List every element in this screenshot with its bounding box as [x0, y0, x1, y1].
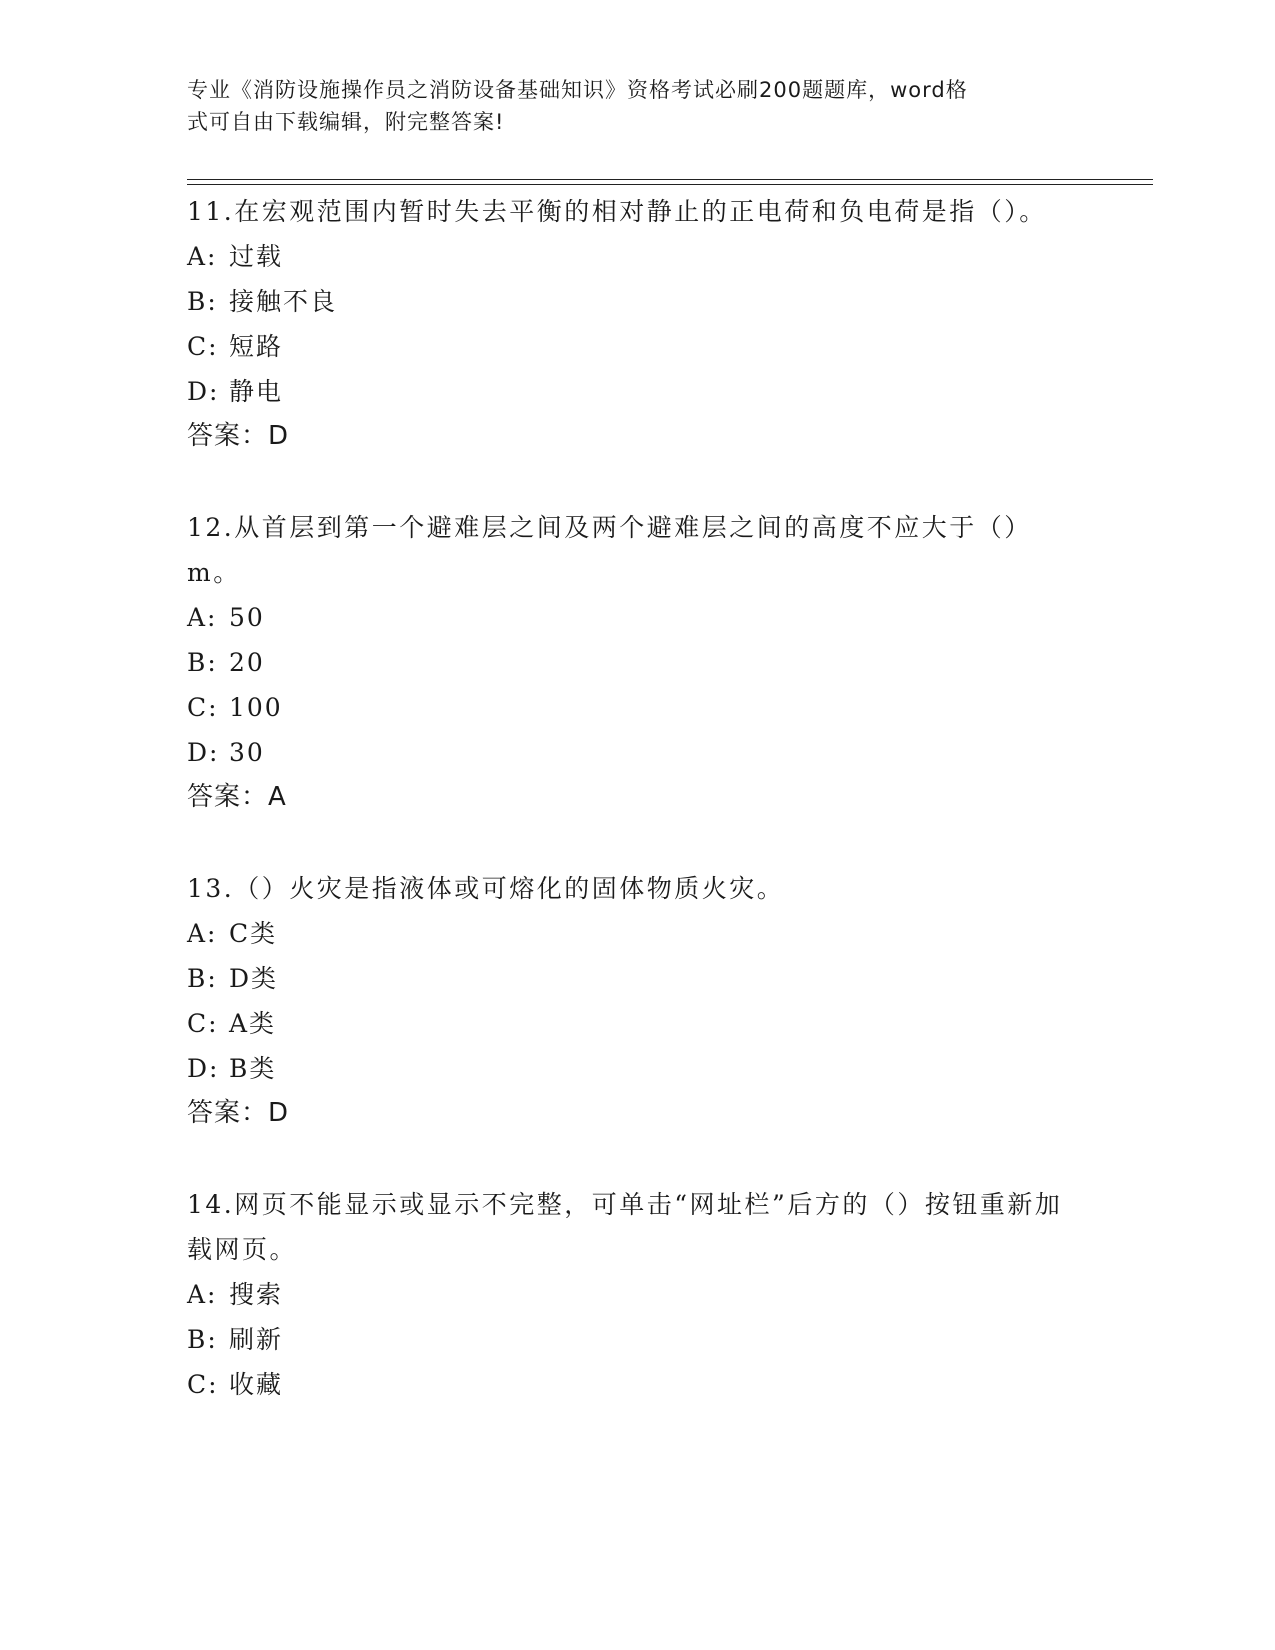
option-d	[187, 369, 1087, 414]
option-b	[187, 640, 1087, 685]
option-text: 20	[229, 648, 265, 677]
option-a	[187, 911, 1087, 956]
header-line-1: 专业《消防设施操作员之消防设备基础知识》资格考试必刷200题题库，word格	[187, 78, 968, 102]
question-11	[187, 189, 1087, 459]
option-b	[187, 1317, 1087, 1362]
option-letter: B:	[187, 648, 218, 677]
option-letter: A:	[187, 1280, 218, 1309]
answer-line: 答案：D	[187, 421, 290, 451]
option-letter: D:	[187, 377, 220, 406]
option-text: 搜索	[229, 1280, 284, 1309]
answer-line: 答案：A	[187, 782, 287, 812]
option-letter: C:	[187, 1370, 219, 1399]
question-13	[187, 866, 1087, 1136]
option-letter: D:	[187, 738, 220, 767]
question-14	[187, 1182, 1087, 1407]
question-list	[187, 189, 1087, 1453]
option-d	[187, 1046, 1087, 1091]
option-d	[187, 730, 1087, 775]
question-stem: 12.从首层到第一个避难层之间及两个避难层之间的高度不应大于（）m。	[187, 513, 1032, 587]
option-c	[187, 685, 1087, 730]
option-letter: D:	[187, 1054, 220, 1083]
option-letter: B:	[187, 964, 218, 993]
option-b	[187, 279, 1087, 324]
question-stem: 14.网页不能显示或显示不完整，可单击“网址栏”后方的（）按钮重新加载网页。	[187, 1190, 1063, 1264]
option-c	[187, 324, 1087, 369]
option-letter: A:	[187, 603, 218, 632]
option-a	[187, 1272, 1087, 1317]
option-text: D类	[229, 964, 279, 993]
option-text: 30	[229, 738, 265, 767]
question-stem: 11.在宏观范围内暂时失去平衡的相对静止的正电荷和负电荷是指（）。	[187, 197, 1047, 226]
option-letter: B:	[187, 1325, 218, 1354]
option-text: C类	[229, 919, 278, 948]
option-text: 过载	[229, 242, 284, 271]
option-text: 刷新	[229, 1325, 284, 1354]
option-a	[187, 234, 1087, 279]
header-line-2: 式可自由下载编辑，附完整答案!	[187, 110, 505, 134]
option-letter: B:	[187, 287, 218, 316]
option-b	[187, 956, 1087, 1001]
option-text: A类	[229, 1009, 277, 1038]
answer-line: 答案：D	[187, 1098, 290, 1128]
option-letter: C:	[187, 332, 219, 361]
option-text: 50	[229, 603, 265, 632]
option-c	[187, 1362, 1087, 1407]
option-letter: C:	[187, 1009, 219, 1038]
option-letter: A:	[187, 919, 218, 948]
option-text: 收藏	[229, 1370, 284, 1399]
question-12	[187, 505, 1087, 820]
option-text: B类	[229, 1054, 277, 1083]
option-letter: A:	[187, 242, 218, 271]
question-stem: 13.（）火灾是指液体或可熔化的固体物质火灾。	[187, 874, 785, 903]
option-text: 短路	[229, 332, 284, 361]
header-divider-bottom	[187, 184, 1153, 185]
option-letter: C:	[187, 693, 219, 722]
option-a	[187, 595, 1087, 640]
header-divider-top	[187, 179, 1153, 180]
option-text: 100	[229, 693, 283, 722]
option-c	[187, 1001, 1087, 1046]
option-text: 静电	[229, 377, 284, 406]
document-header	[187, 74, 1067, 138]
option-text: 接触不良	[229, 287, 338, 316]
